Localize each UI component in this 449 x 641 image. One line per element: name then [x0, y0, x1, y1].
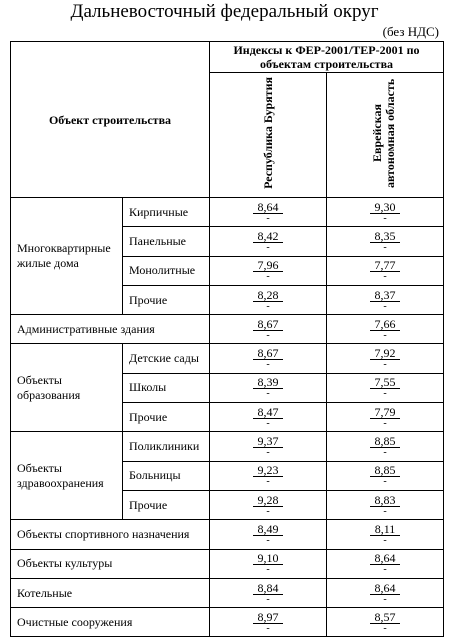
row-label: Больницы [123, 461, 210, 490]
table-row [11, 198, 444, 227]
value-cell: 8,85 - [327, 461, 444, 490]
value-cell: 9,30 - [327, 198, 444, 227]
value-cell: 8,84 - [210, 578, 327, 607]
value-cell: 8,49 - [210, 520, 327, 549]
vat-note: (без НДС) [382, 24, 439, 39]
value-cell: 7,66 - [327, 315, 444, 344]
object-header: Объект строительства [11, 42, 210, 198]
value-cell: 8,42 - [210, 227, 327, 256]
indices-header: Индексы к ФЕР-2001/ТЕР-2001 по объектам строительства [210, 42, 444, 73]
row-label: Школы [123, 373, 210, 402]
row-label: Кирпичные [123, 198, 210, 227]
value-cell: 8,28 - [210, 285, 327, 314]
group-label-education: Объекты образования [11, 344, 123, 432]
row-label: Панельные [123, 227, 210, 256]
row-label: Детские сады [123, 344, 210, 373]
value-cell: 7,55 - [327, 373, 444, 402]
value-cell: 8,64 - [327, 578, 444, 607]
value-cell: 8,83 - [327, 490, 444, 519]
row-label: Административные здания [11, 315, 210, 344]
row-label: Очистные сооружения [11, 608, 210, 637]
row-label: Котельные [11, 578, 210, 607]
row-label: Поликлиники [123, 432, 210, 461]
row-label: Прочие [123, 403, 210, 432]
value-cell: 8,35 - [327, 227, 444, 256]
table-row [11, 432, 444, 461]
value-cell: 8,67 - [210, 315, 327, 344]
value-cell: 9,28 - [210, 490, 327, 519]
table-row [11, 520, 444, 549]
value-cell: 8,47 - [210, 403, 327, 432]
row-label: Объекты спортивного назначения [11, 520, 210, 549]
table-row [11, 315, 444, 344]
value-cell: 8,37 - [327, 285, 444, 314]
table-row [11, 344, 444, 373]
group-label-housing: Многоквартирные жилые дома [11, 198, 123, 315]
group-label-health: Объекты здравоохранения [11, 432, 123, 520]
table-row [11, 549, 444, 578]
region-header-buryatia: Республика Бурятия [210, 73, 327, 198]
row-label: Объекты культуры [11, 549, 210, 578]
table-row [11, 608, 444, 637]
indices-table [10, 41, 444, 637]
value-cell: 9,37 - [210, 432, 327, 461]
row-label: Прочие [123, 285, 210, 314]
value-cell: 7,79 - [327, 403, 444, 432]
row-label: Монолитные [123, 256, 210, 285]
row-label: Прочие [123, 490, 210, 519]
value-cell: 9,10 - [210, 549, 327, 578]
value-cell: 7,92 - [327, 344, 444, 373]
value-cell: 8,57 - [327, 608, 444, 637]
value-cell: 8,85 - [327, 432, 444, 461]
value-cell: 8,67 - [210, 344, 327, 373]
value-cell: 8,97 - [210, 608, 327, 637]
table-row [11, 578, 444, 607]
value-cell: 7,96 - [210, 256, 327, 285]
value-cell: 9,23 - [210, 461, 327, 490]
value-cell: 8,64 - [327, 549, 444, 578]
region-header-jewish-ao: Еврейская автономная область [327, 73, 444, 198]
value-cell: 7,77 - [327, 256, 444, 285]
value-cell: 8,64 - [210, 198, 327, 227]
document-title: Дальневосточный федеральный округ [70, 1, 379, 22]
value-cell: 8,39 - [210, 373, 327, 402]
value-cell: 8,11 - [327, 520, 444, 549]
